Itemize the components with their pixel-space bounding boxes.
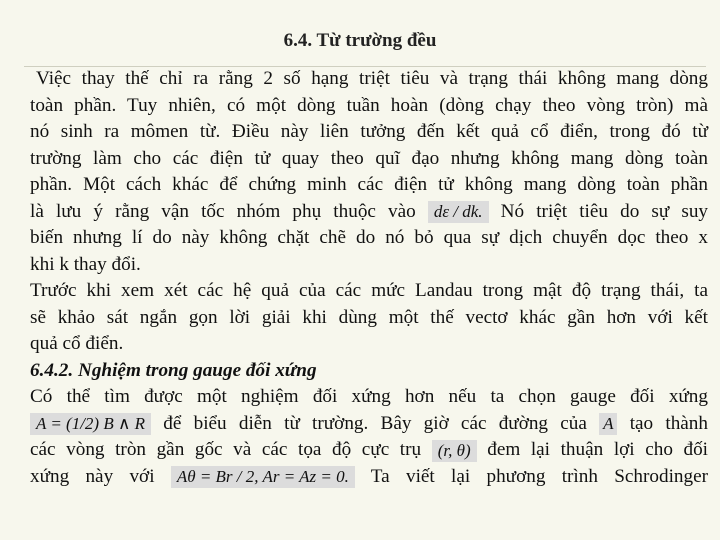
text-segment: để biểu diễn từ trường. Bây giờ các đường của	[163, 412, 587, 434]
paragraph3-line4	[30, 464, 708, 491]
group-velocity-formula: dε / dk.	[428, 201, 489, 223]
paragraph3-line1: Có thể tìm được một nghiệm đối xứng hơn nếu ta chọn gauge đối xứng	[30, 386, 708, 407]
text-segment: tạo thành	[629, 412, 708, 434]
paragraph1-line2: toàn phần. Tuy nhiên, có một dòng tuần hoàn (dòng chạy theo vòng tròn) mà	[30, 94, 708, 116]
paragraph3-line2	[30, 411, 708, 438]
text-segment: xứng này với	[30, 465, 155, 487]
slide-body	[30, 66, 708, 490]
text-segment: là lưu ý rằng vận tốc nhóm phụ thuộc vào	[30, 200, 416, 222]
paragraph2-line2: sẽ khảo sát ngắn gọn lời giải khi dùng một thế vectơ khác gần hơn với kết	[30, 306, 708, 328]
section-heading: 6.4. Từ trường đều	[283, 30, 437, 51]
paragraph1-line8: khi k thay đổi.	[30, 253, 141, 275]
paragraph1-line3: nó sinh ra mômen từ. Điều này liên tưởng đến kết quả cổ điển, trong đó từ	[30, 121, 708, 142]
paragraph1-line5: phần. Một cách khác để chứng minh các điện tử không mang dòng toàn phần	[30, 174, 708, 195]
symmetric-gauge-formula: A = (1/2) B ∧ R	[30, 413, 151, 435]
polar-coordinates-formula: (r, θ)	[432, 440, 477, 462]
paragraph2-line3: quả cổ điển.	[30, 333, 124, 354]
potential-components-formula: Aθ = Br / 2, Ar = Az = 0.	[171, 466, 355, 488]
text-segment: các vòng tròn gần gốc và các tọa độ cực trụ	[30, 439, 422, 460]
paragraph3-line3	[30, 437, 708, 464]
text-segment: đem lại thuận lợi cho đối	[487, 439, 709, 460]
vector-potential-symbol: A	[599, 413, 617, 435]
subsection-heading: 6.4.2. Nghiệm trong gauge đối xứng	[30, 359, 317, 381]
paragraph1-line7: biến nhưng lí do này không chặt chẽ do nó bỏ qua sự dịch chuyển dọc theo x	[30, 227, 708, 248]
paragraph1-line1: Việc thay thế chỉ ra rằng 2 số hạng triệt tiêu và trạng thái không mang dòng	[36, 68, 708, 89]
paragraph2-line1: Trước khi xem xét các hệ quả của các mức Landau trong mật độ trạng thái, ta	[30, 280, 708, 301]
paragraph1-line6	[30, 199, 708, 226]
text-segment: Ta viết lại phương trình Schrodinger	[370, 465, 709, 487]
text-segment: Nó triệt tiêu do sự suy	[500, 200, 709, 222]
paragraph1-line4: trường làm cho các điện tử quay theo quĩ đạo nhưng không mang dòng toàn	[30, 147, 708, 169]
